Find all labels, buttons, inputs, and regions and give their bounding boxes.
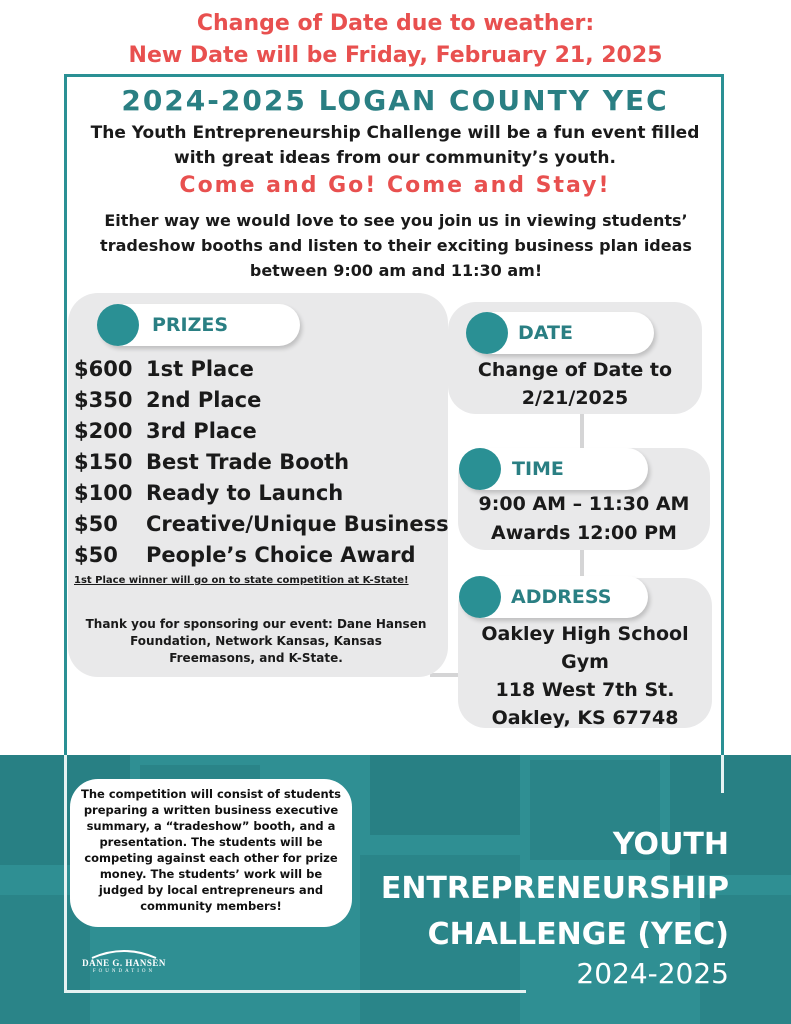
time-info	[458, 490, 710, 548]
description-line: The competition will consist of students	[80, 787, 342, 801]
date-change-notice-line1: Change of Date due to weather:	[196, 11, 595, 36]
intro-line: The Youth Entrepreneurship Challenge will be a fun event filled	[90, 123, 700, 143]
venue-name: Oakley High School Gym	[481, 623, 689, 673]
logo-subtitle: FOUNDATION	[92, 969, 156, 974]
prize-row	[74, 478, 343, 509]
frame-left-border-lower	[64, 755, 67, 992]
intro-text	[70, 121, 720, 171]
page-title: 2024-2025 LOGAN COUNTY YEC	[121, 84, 669, 117]
prize-name: Ready to Launch	[146, 481, 344, 505]
sponsor-line: Freemasons, and K-State.	[169, 651, 343, 665]
date-info	[448, 356, 702, 412]
address-label: ADDRESS	[511, 586, 612, 608]
address-info	[458, 620, 712, 732]
prize-amount: $50	[74, 543, 118, 567]
address-dot-icon	[459, 576, 501, 618]
time-label: TIME	[512, 458, 564, 480]
prize-name: People’s Choice Award	[146, 543, 416, 567]
description-line: summary, a “tradeshow” booth, and a	[86, 819, 336, 833]
description-line: preparing a written business executive	[83, 803, 339, 817]
connector-line	[580, 550, 584, 578]
connector-line	[580, 414, 584, 448]
footer-title-line3: CHALLENGE (YEC)	[427, 917, 729, 952]
connector-line	[430, 673, 460, 677]
prize-amount: $350	[74, 388, 133, 412]
date-dot-icon	[466, 312, 508, 354]
logo-name: DANE G. HANSEN	[82, 958, 166, 968]
prize-row	[74, 509, 449, 540]
prizes-label: PRIZES	[152, 314, 229, 336]
photo-tile	[370, 755, 520, 835]
prize-amount: $600	[74, 357, 133, 381]
invite-line: Either way we would love to see you join us in viewing students’	[104, 211, 688, 230]
prize-amount: $150	[74, 450, 133, 474]
date-label: DATE	[518, 322, 573, 344]
footer-year: 2024-2025	[576, 957, 729, 990]
sponsor-thanks	[80, 616, 432, 667]
description-line: money. The students’ work will be	[99, 867, 323, 881]
invite-line: between 9:00 am and 11:30 am!	[249, 261, 543, 280]
prize-amount: $50	[74, 512, 118, 536]
street-address: 118 West 7th St.	[495, 679, 675, 701]
date-change-notice-line2: New Date will be Friday, February 21, 2025	[128, 43, 663, 68]
description-line: presentation. The students will be	[99, 835, 323, 849]
date-value: 2/21/2025	[521, 387, 629, 409]
frame-left-border	[64, 74, 67, 774]
city-state-zip: Oakley, KS 67748	[491, 707, 679, 729]
sponsor-line: Foundation, Network Kansas, Kansas	[130, 634, 382, 648]
frame-right-border	[721, 74, 724, 774]
state-competition-note: 1st Place winner will go on to state competition at K-State!	[74, 575, 409, 586]
prize-row	[74, 416, 257, 447]
frame-bottom-border	[64, 990, 526, 993]
prize-row	[74, 354, 254, 385]
prize-row	[74, 385, 261, 416]
prize-row	[74, 447, 349, 478]
invite-line: tradeshow booths and listen to their exciting business plan ideas	[100, 236, 692, 255]
footer-title-line2: ENTREPRENEURSHIP	[380, 871, 729, 906]
intro-line: with great ideas from our community’s youth.	[174, 148, 616, 168]
competition-description	[76, 786, 346, 914]
slogan: Come and Go! Come and Stay!	[179, 173, 611, 198]
time-range: 9:00 AM – 11:30 AM	[478, 493, 690, 515]
description-line: competing against each other for prize	[84, 851, 338, 865]
description-line: community members!	[140, 899, 282, 913]
awards-time: Awards 12:00 PM	[491, 522, 677, 544]
frame-right-border-lower	[721, 755, 724, 793]
prize-name: 3rd Place	[146, 419, 257, 443]
time-dot-icon	[459, 448, 501, 490]
prize-amount: $100	[74, 481, 133, 505]
footer-title-line1: YOUTH	[612, 827, 729, 862]
description-line: judged by local entrepreneurs and	[98, 883, 324, 897]
prize-row	[74, 540, 416, 571]
prize-name: Creative/Unique Business	[146, 512, 449, 536]
invite-text	[76, 208, 716, 283]
prizes-dot-icon	[97, 304, 139, 346]
prize-name: 2nd Place	[146, 388, 262, 412]
prize-name: 1st Place	[146, 357, 254, 381]
date-line: Change of Date to	[477, 359, 673, 381]
sponsor-line: Thank you for sponsoring our event: Dane Hansen	[85, 617, 427, 631]
prize-name: Best Trade Booth	[146, 450, 350, 474]
prize-amount: $200	[74, 419, 133, 443]
frame-top-border	[64, 74, 724, 77]
